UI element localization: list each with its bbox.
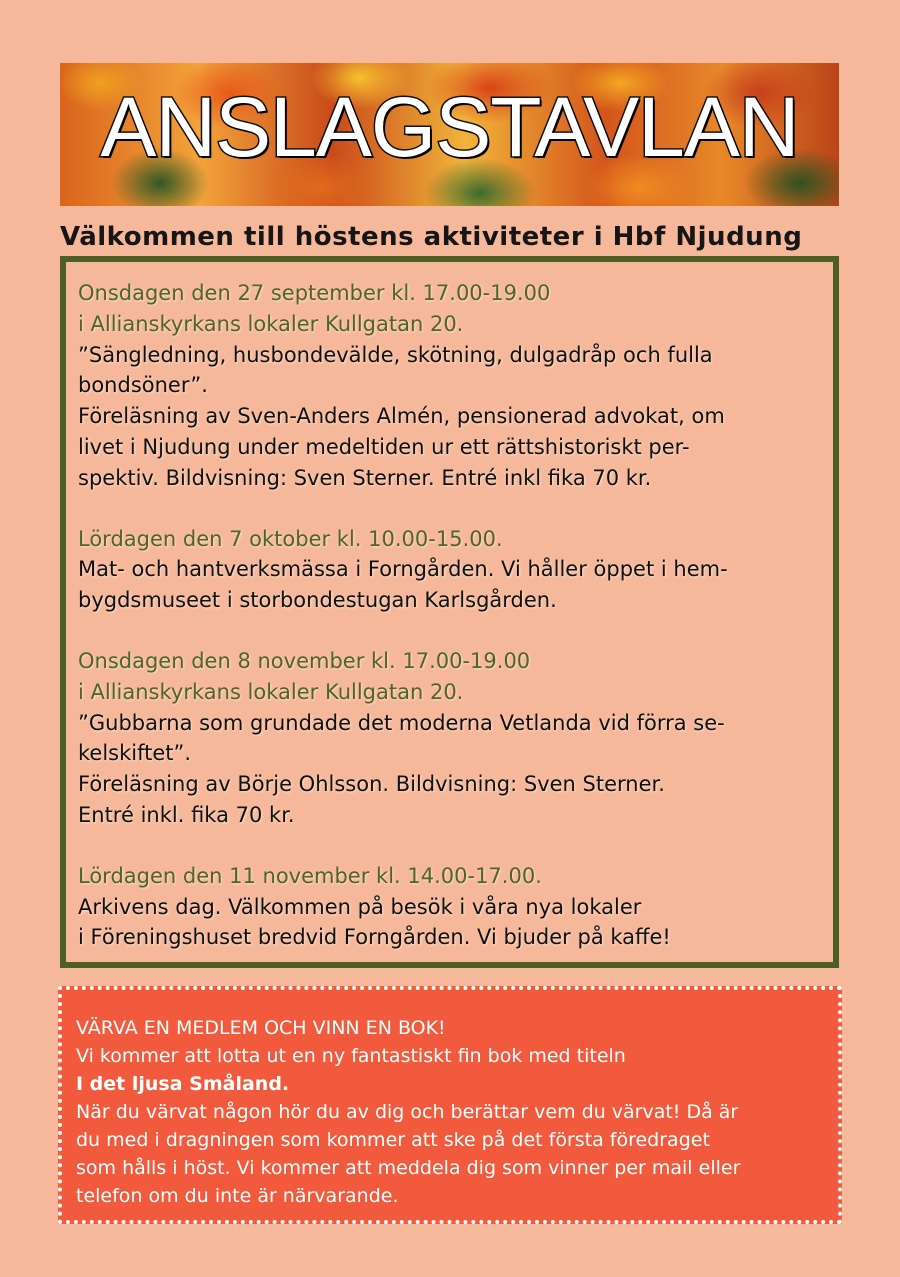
event-text-line: spektiv. Bildvisning: Sven Sterner. Entré inkl fika 70 kr. [78, 465, 652, 490]
event-block [78, 861, 833, 953]
welcome-heading: Välkommen till höstens aktiviteter i Hbf Njudung [60, 222, 803, 252]
event-block [78, 646, 833, 831]
header-banner [60, 63, 839, 206]
event-block [78, 278, 833, 494]
event-text-line: Arkivens dag. Välkommen på besök i våra nya lokaler [78, 894, 642, 919]
promo-text-line: du med i dragningen som kommer att ske på det första föredraget [76, 1129, 710, 1151]
event-text-line: bygdsmuseet i storbondestugan Karlsgården. [78, 588, 557, 613]
event-text-line: Föreläsning av Börje Ohlsson. Bildvisning: Sven Sterner. [78, 772, 665, 797]
event-text-line: kelskiftet”. [78, 741, 192, 766]
event-text-line: Föreläsning av Sven-Anders Almén, pensionerad advokat, om [78, 404, 725, 429]
event-text-line: Mat- och hantverksmässa i Forngården. Vi håller öppet i hem- [78, 557, 728, 582]
event-heading-line: Lördagen den 7 oktober kl. 10.00-15.00. [78, 526, 503, 551]
event-block [78, 524, 833, 616]
promo-text-line: Vi kommer att lotta ut en ny fantastiskt fin bok med titeln [76, 1045, 626, 1067]
event-text-line: ”Sängledning, husbondevälde, skötning, dulgadråp och fulla [78, 342, 713, 367]
promo-text-line: telefon om du inte är närvarande. [76, 1185, 399, 1207]
event-text-line: ”Gubbarna som grundade det moderna Vetlanda vid förra se- [78, 710, 725, 735]
event-heading-line: Onsdagen den 27 september kl. 17.00-19.00 [78, 281, 551, 305]
event-text-line: bondsöner”. [78, 373, 208, 398]
event-heading-line: Onsdagen den 8 november kl. 17.00-19.00 [78, 648, 531, 673]
event-heading-line: i Allianskyrkans lokaler Kullgatan 20. [78, 679, 464, 704]
event-heading-line: Lördagen den 11 november kl. 14.00-17.00. [78, 863, 542, 888]
events-box [60, 256, 839, 968]
promo-box [58, 986, 842, 1224]
page-title: ANSLAGSTAVLAN [100, 80, 799, 174]
event-text-line: livet i Njudung under medeltiden ur ett rättshistoriskt per- [78, 434, 690, 459]
event-text-line: Entré inkl. fika 70 kr. [78, 802, 295, 827]
event-text-line: i Föreningshuset bredvid Forngården. Vi bjuder på kaffe! [78, 925, 671, 950]
promo-text-line: När du värvat någon hör du av dig och berättar vem du värvat! Då är [76, 1101, 739, 1123]
promo-text-line: VÄRVA EN MEDLEM OCH VINN EN BOK! [76, 1017, 446, 1039]
promo-book-title: I det ljusa Småland. [76, 1073, 290, 1095]
event-heading-line: i Allianskyrkans lokaler Kullgatan 20. [78, 311, 464, 336]
promo-text-line: som hålls i höst. Vi kommer att meddela dig som vinner per mail eller [76, 1157, 741, 1179]
